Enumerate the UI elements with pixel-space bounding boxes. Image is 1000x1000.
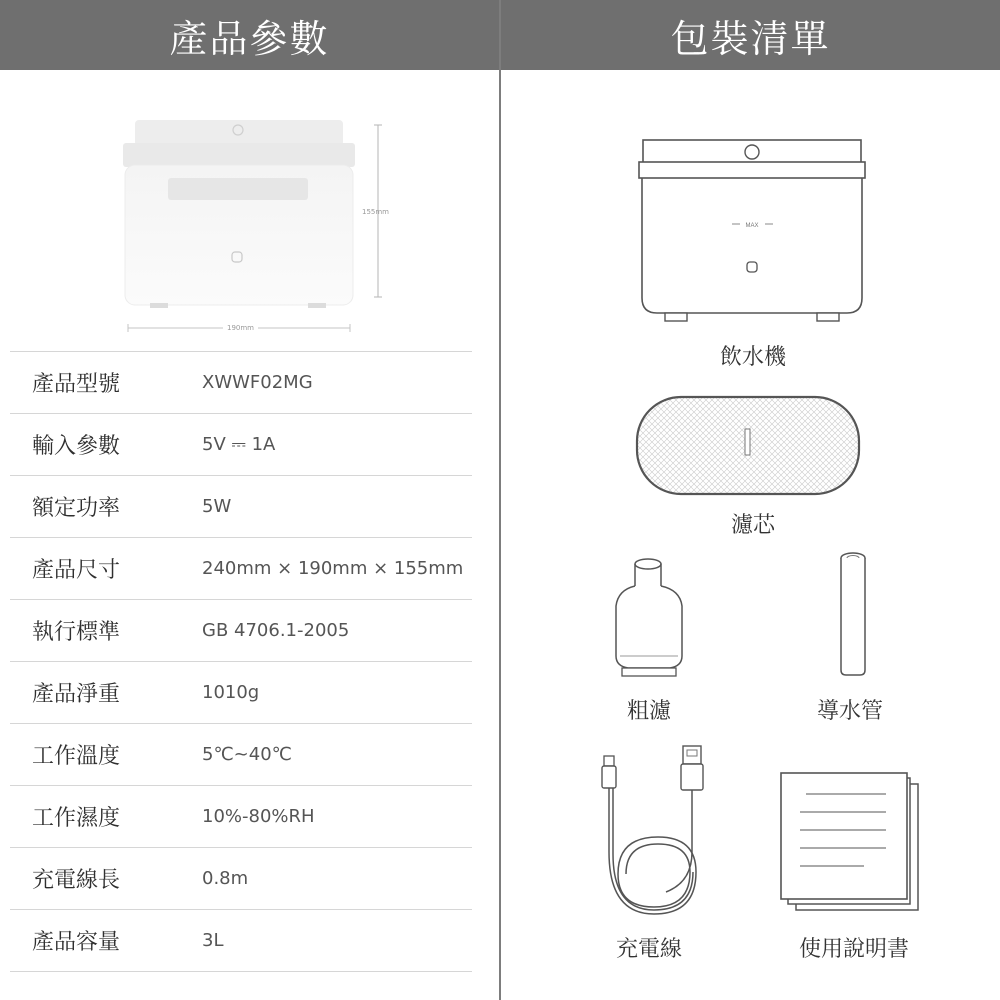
spec-value: GB 4706.1-2005 [202, 620, 350, 641]
package-filter-illustration [634, 394, 864, 503]
package-coarse-filter-illustration [610, 556, 690, 690]
spec-label: 產品型號 [32, 372, 121, 397]
package-manual-illustration [778, 770, 923, 919]
spec-value: 3L [202, 930, 224, 951]
spec-label: 執行標準 [32, 620, 121, 645]
header-package-list-title: 包裝清單 [670, 16, 831, 61]
header-product-specs-title: 產品參數 [169, 16, 330, 61]
spec-label: 產品尺寸 [32, 558, 121, 583]
water-tube-icon [833, 548, 873, 678]
spec-label: 產品容量 [32, 930, 121, 955]
fountain-outline-icon [637, 138, 867, 328]
fountain-photo-illustration [110, 110, 410, 340]
filter-icon [634, 394, 864, 499]
spec-row-cable-length [10, 847, 472, 909]
spec-value: 0.8m [202, 868, 249, 889]
product-photo [110, 110, 410, 340]
spec-row-temperature [10, 723, 472, 785]
spec-value: 5W [202, 496, 232, 517]
max-mark: MAX [745, 223, 759, 229]
height-dimension-label: 155mm [362, 208, 389, 216]
spec-row-capacity [10, 909, 472, 972]
width-dimension-label: 190mm [223, 324, 258, 332]
package-label-water-tube: 導水管 [816, 699, 883, 724]
spec-value: XWWF02MG [202, 372, 313, 393]
package-cable-illustration [596, 742, 716, 926]
package-label-coarse-filter: 粗濾 [626, 699, 671, 724]
spec-value: 5V ⎓ 1A [202, 434, 276, 455]
package-label-fountain: 飲水機 [719, 345, 786, 370]
package-water-tube-illustration [833, 548, 873, 682]
spec-label: 產品淨重 [32, 682, 121, 707]
spec-value: 1010g [202, 682, 260, 703]
spec-label: 輸入參數 [32, 434, 121, 459]
spec-label: 工作溫度 [32, 744, 121, 769]
spec-value: 5℃~40℃ [202, 744, 292, 765]
spec-value: 240mm × 190mm × 155mm [202, 558, 464, 579]
package-label-manual: 使用說明書 [798, 937, 909, 962]
spec-row-size [10, 537, 472, 599]
spec-label: 工作濕度 [32, 806, 121, 831]
header-package-list [501, 0, 1000, 70]
spec-row-model [10, 351, 472, 413]
manual-icon [778, 770, 923, 915]
center-divider [499, 0, 501, 1000]
charging-cable-icon [596, 742, 716, 922]
package-fountain-illustration [637, 138, 867, 332]
spec-row-power [10, 475, 472, 537]
spec-label: 充電線長 [32, 868, 121, 893]
header-product-specs [0, 0, 499, 70]
spec-table [10, 351, 472, 972]
package-label-cable: 充電線 [615, 937, 682, 962]
spec-label: 額定功率 [32, 496, 121, 521]
package-label-filter: 濾芯 [730, 513, 775, 538]
spec-row-humidity [10, 785, 472, 847]
spec-value: 10%-80%RH [202, 806, 315, 827]
spec-row-standard [10, 599, 472, 661]
spec-row-weight [10, 661, 472, 723]
spec-row-input [10, 413, 472, 475]
coarse-filter-icon [610, 556, 690, 686]
